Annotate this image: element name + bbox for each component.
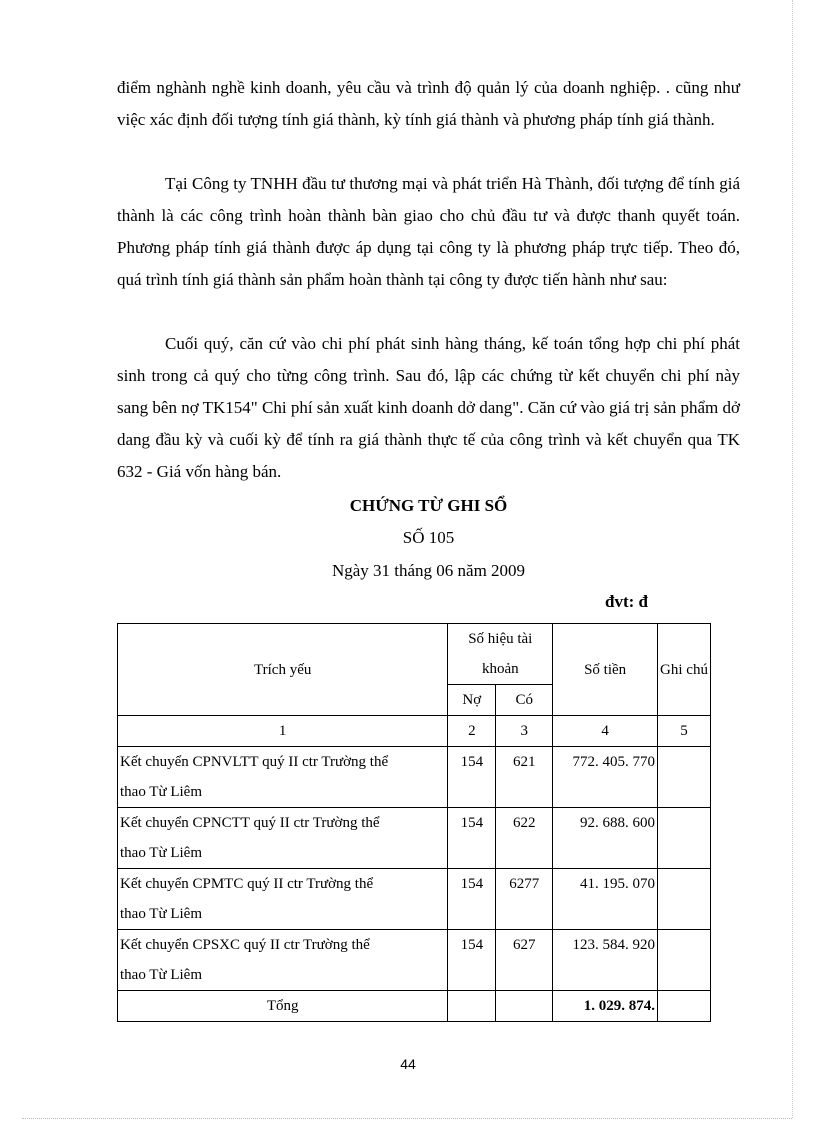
row-debit-account: 154	[448, 930, 496, 991]
row-description	[118, 808, 448, 869]
col-number: 3	[496, 716, 553, 747]
column-number-row	[118, 716, 711, 747]
row-description-line: Kết chuyển CPNVLTT quý II ctr Trường thể	[120, 754, 389, 770]
row-description-line: Kết chuyển CPSXC quý II ctr Trường thể	[120, 937, 370, 953]
col-number: 2	[448, 716, 496, 747]
table-row	[118, 869, 711, 930]
table-row	[118, 930, 711, 991]
voucher-date: Ngày 31 tháng 06 năm 2009	[331, 561, 526, 580]
row-description-line: Kết chuyển CPNCTT quý II ctr Trường thể	[120, 815, 380, 831]
total-row	[118, 991, 711, 1022]
page-number: 44	[400, 1056, 416, 1072]
header-so-hieu: Số hiệu tài khoản	[448, 624, 553, 685]
row-description	[118, 747, 448, 808]
row-description-line: thao Từ Liêm	[120, 967, 203, 983]
row-debit-account: 154	[448, 869, 496, 930]
paragraph-intro: điểm nghành nghề kinh doanh, yêu cầu và trình độ quản lý của doanh nghiệp. . cũng như việc xác định đối tượng tính giá thành, kỳ tính giá thành và phương pháp tính giá thành.	[117, 78, 740, 129]
row-amount: 92. 688. 600	[553, 808, 658, 869]
col-number: 4	[553, 716, 658, 747]
row-description	[118, 869, 448, 930]
row-amount: 41. 195. 070	[553, 869, 658, 930]
row-description	[118, 930, 448, 991]
row-description-line: Kết chuyển CPMTC quý II ctr Trường thể	[120, 876, 374, 892]
row-amount: 772. 405. 770	[553, 747, 658, 808]
row-amount: 123. 584. 920	[553, 930, 658, 991]
row-note	[658, 869, 711, 930]
page-border-right	[792, 0, 793, 1118]
header-no: Nợ	[448, 685, 496, 716]
row-note	[658, 930, 711, 991]
total-debit-empty	[448, 991, 496, 1022]
row-debit-account: 154	[448, 808, 496, 869]
row-description-line: thao Từ Liêm	[120, 784, 203, 800]
total-label: Tổng	[118, 991, 448, 1022]
total-note-empty	[658, 991, 711, 1022]
col-number: 5	[658, 716, 711, 747]
row-credit-account: 622	[496, 808, 553, 869]
header-trich-yeu: Trích yếu	[118, 624, 448, 716]
page-border-bottom	[22, 1118, 792, 1119]
row-description-line: thao Từ Liêm	[120, 845, 203, 861]
row-credit-account: 627	[496, 930, 553, 991]
row-note	[658, 808, 711, 869]
row-credit-account: 621	[496, 747, 553, 808]
header-ghi-chu: Ghi chú	[658, 624, 711, 716]
table-header-row	[118, 624, 711, 685]
voucher-table	[117, 623, 711, 1022]
unit-label: đvt: đ	[605, 592, 648, 611]
header-co: Có	[496, 685, 553, 716]
col-number: 1	[118, 716, 448, 747]
header-so-tien: Số tiền	[553, 624, 658, 716]
table-row	[118, 808, 711, 869]
voucher-title: CHỨNG TỪ GHI SỔ	[349, 496, 508, 515]
row-debit-account: 154	[448, 747, 496, 808]
total-amount: 1. 029. 874.	[553, 991, 658, 1022]
table-row	[118, 747, 711, 808]
row-note	[658, 747, 711, 808]
paragraph-company: Tại Công ty TNHH đầu tư thương mại và phát triển Hà Thành, đối tượng để tính giá thành là các công trình hoàn thành bàn giao cho chủ đầu tư và được thanh quyết toán. Phương pháp tính giá thành được áp dụng tại công ty là phương pháp trực tiếp. Theo đó, quá trình tính giá thành sản phẩm hoàn thành tại công ty được tiến hành như sau:	[117, 174, 740, 289]
total-credit-empty	[496, 991, 553, 1022]
row-credit-account: 6277	[496, 869, 553, 930]
paragraph-procedure: Cuối quý, căn cứ vào chi phí phát sinh hàng tháng, kế toán tổng hợp chi phí phát sinh trong cả quý cho từng công trình. Sau đó, lập các chứng từ kết chuyển chi phí này sang bên nợ TK154" Chi phí sản xuất kinh doanh dở dang". Căn cứ vào giá trị sản phẩm dở dang đầu kỳ và cuối kỳ để tính ra giá thành thực tế của công trình và kết chuyển qua TK 632 - Giá vốn hàng bán.	[117, 334, 740, 481]
row-description-line: thao Từ Liêm	[120, 906, 203, 922]
voucher-number: SỐ 105	[402, 528, 455, 547]
